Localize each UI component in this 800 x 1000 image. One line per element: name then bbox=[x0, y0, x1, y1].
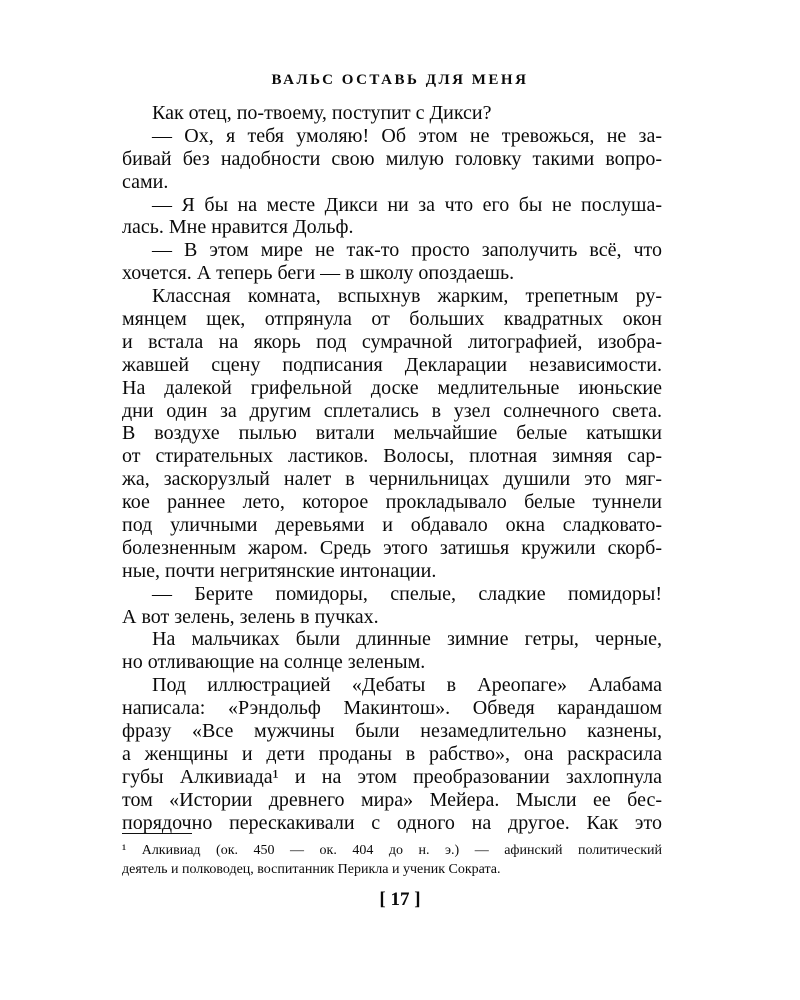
text-line: жавшей сцену подписания Декларации независимости. bbox=[122, 353, 662, 376]
footnotes bbox=[122, 841, 662, 879]
text-line: Классная комната, вспыхнув жарким, трепетным ру- bbox=[152, 285, 662, 308]
text-line: том «Истории древнего мира» Мейера. Мысли ее бес- bbox=[122, 788, 662, 811]
text-line: На мальчиках были длинные зимние гетры, черные, bbox=[152, 628, 662, 651]
running-title: ВАЛЬС ОСТАВЬ ДЛЯ МЕНЯ bbox=[271, 72, 529, 88]
footnote-line: деятель и полководец, воспитанник Перикла и ученик Сократа. bbox=[122, 862, 501, 877]
text-line: Под иллюстрацией «Дебаты в Ареопаге» Алабама bbox=[152, 674, 662, 697]
text-line: болезненным жаром. Средь этого затишья кружили скорб- bbox=[122, 536, 662, 559]
text-line: губы Алкивиада¹ и на этом преобразовании захлопнула bbox=[122, 765, 662, 788]
text-line: Как отец, по-твоему, поступит с Дикси? bbox=[152, 102, 492, 124]
text-line: — Берите помидоры, спелые, сладкие помидоры! bbox=[152, 582, 662, 605]
text-line: дни один за другим сплетались в узел солнечного света. bbox=[122, 399, 662, 422]
footnote-divider bbox=[122, 833, 192, 834]
text-line: под уличными деревьями и обдавало окна сладковато- bbox=[122, 514, 662, 537]
footnote-line: ¹ Алкивиад (ок. 450 — ок. 404 до н. э.) — афинский политический bbox=[122, 843, 662, 858]
text-line: мянцем щек, отпрянула от больших квадратных окон bbox=[122, 308, 662, 331]
text-line: фразу «Все мужчины были незамедлительно казнены, bbox=[122, 720, 662, 743]
text-line: — Ох, я тебя умоляю! Об этом не тревожься, не за- bbox=[152, 124, 662, 147]
text-line: хочется. А теперь беги — в школу опоздаешь. bbox=[122, 262, 515, 285]
text-line: жа, заскорузлый налет в чернильницах душили это мяг- bbox=[122, 468, 662, 491]
text-line: бивай без надобности свою милую головку такими вопро- bbox=[122, 147, 662, 170]
text-line: На далекой грифельной доске медлительные июньские bbox=[122, 376, 662, 399]
text-line: В воздухе пылью витали мельчайшие белые катышки bbox=[122, 422, 662, 445]
text-line: порядочно перескакивали с одного на другое. Как это bbox=[122, 811, 662, 834]
text-line: кое раннее лето, которое прокладывало белые туннели bbox=[122, 491, 662, 514]
text-line: А вот зелень, зелень в пучках. bbox=[122, 605, 379, 628]
text-line: лась. Мне нравится Дольф. bbox=[122, 216, 354, 239]
page-number: [ 17 ] bbox=[379, 889, 421, 910]
text-line: и встала на якорь под сумрачной литографией, изобра- bbox=[122, 330, 662, 353]
text-line: ные, почти негритянские интонации. bbox=[122, 559, 437, 582]
text-line: от стирательных ластиков. Волосы, плотная зимняя сар- bbox=[122, 445, 662, 468]
text-line: но отливающие на солнце зеленым. bbox=[122, 651, 426, 674]
body-text bbox=[122, 102, 662, 835]
text-line: — В этом мире не так-то просто заполучить всё, что bbox=[152, 239, 662, 262]
text-line: — Я бы на месте Дикси ни за что его бы не послуша- bbox=[152, 193, 662, 216]
text-line: сами. bbox=[122, 170, 169, 193]
text-line: а женщины и дети проданы в рабство», она раскрасила bbox=[122, 742, 662, 765]
text-line: написала: «Рэндольф Макинтош». Обведя карандашом bbox=[122, 697, 662, 720]
